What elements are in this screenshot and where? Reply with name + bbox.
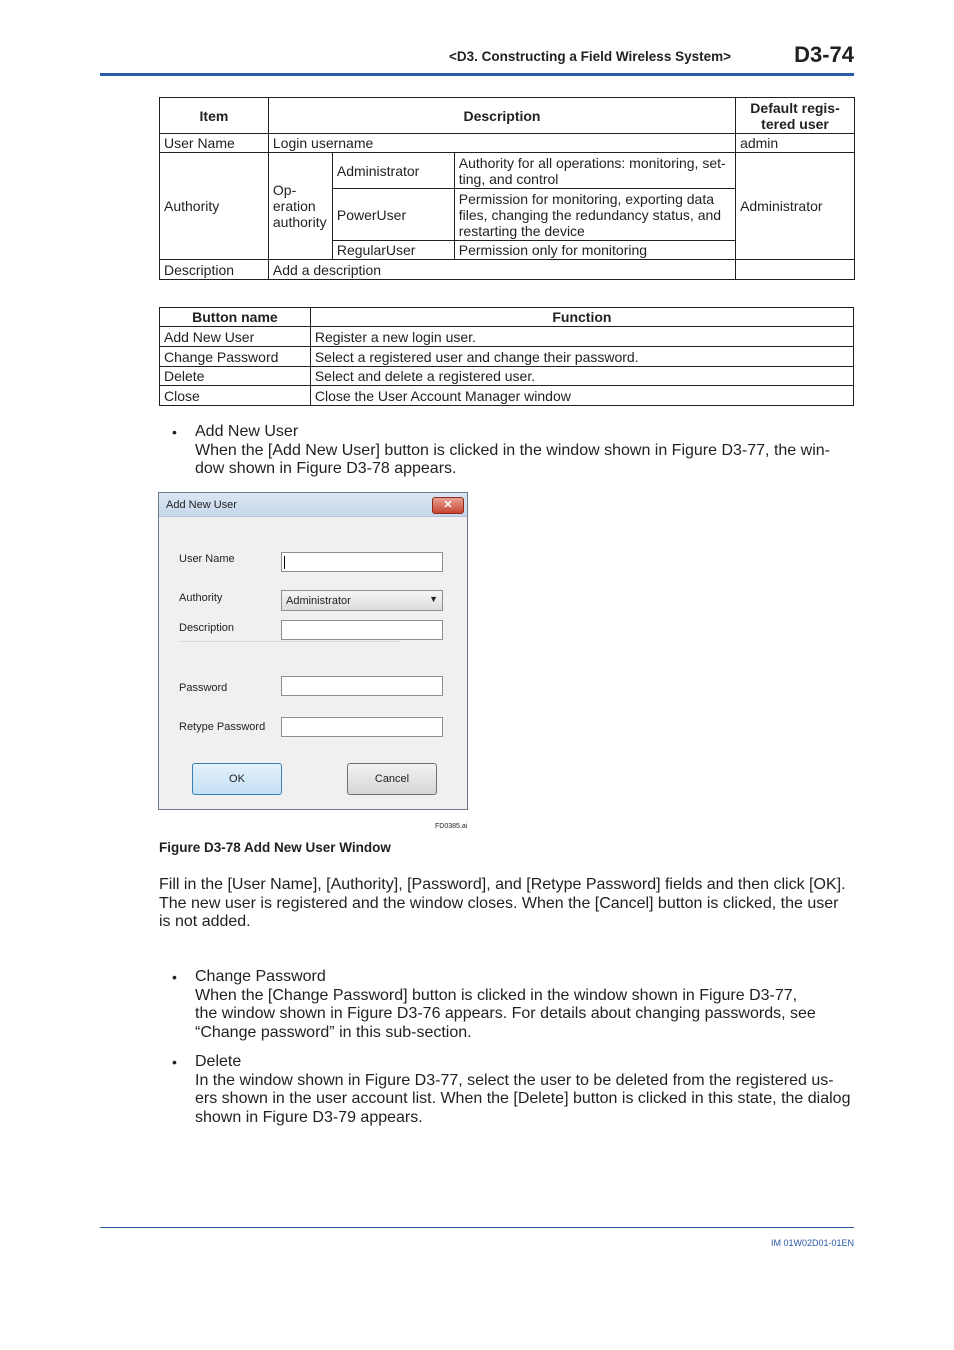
add-new-user-dialog [158, 492, 468, 810]
dialog-title-bar [159, 493, 467, 517]
cell-item: Authority [160, 153, 269, 260]
running-header: <D3. Constructing a Field Wireless System> [449, 49, 731, 64]
cell-role-description: Permission only for monitoring [454, 241, 735, 260]
col-header-item: Item [160, 98, 269, 134]
cell-role-description: Permission for monitoring, exporting data files, changing the redundancy status, and restarting the device [454, 189, 735, 241]
cell-button: Add New User [160, 327, 311, 347]
bullet-change-password [195, 968, 855, 1042]
cell-default: Administrator [736, 153, 855, 260]
page-number: D3-74 [794, 42, 854, 67]
cell-role: PowerUser [332, 189, 454, 241]
table-row [160, 347, 854, 367]
cell-role-description: Authority for all operations: monitoring, set- ting, and control [454, 153, 735, 189]
cell-function: Select and delete a registered user. [310, 367, 853, 386]
password-label: Password [179, 682, 228, 694]
bullet-dot: • [172, 1054, 177, 1070]
authority-label: Authority [179, 592, 223, 604]
cell-description: Login username [268, 134, 735, 153]
table-row [160, 386, 854, 406]
description-label: Description [179, 622, 235, 634]
figure-caption: Figure D3-78 Add New User Window [159, 840, 391, 855]
table-row [160, 367, 854, 386]
group-divider [179, 641, 399, 642]
col-header-function: Function [310, 308, 853, 327]
header-rule [100, 73, 854, 76]
dialog-title: Add New User [166, 499, 237, 511]
description-input[interactable] [281, 620, 443, 640]
cell-description: Add a description [268, 260, 735, 280]
bullet-text: When the [Add New User] button is clicked in the window shown in Figure D3-77, the win- dow shown in Figure D3-78 appears. [195, 441, 830, 477]
cell-button: Close [160, 386, 311, 406]
bullet-delete [195, 1053, 857, 1127]
cell-button: Change Password [160, 347, 311, 367]
bullet-add-new-user [195, 423, 855, 479]
cell-function: Close the User Account Manager window [310, 386, 853, 406]
ok-button[interactable]: OK [192, 763, 282, 795]
bullet-text: In the window shown in Figure D3-77, select the user to be deleted from the registered us- ers shown in the user account list. When the [Delete] button is clicked in this state, the dialog shown in Figure D3-79 appears. [195, 1071, 851, 1126]
close-icon[interactable]: ✕ [432, 497, 464, 514]
cell-default: admin [736, 134, 855, 153]
footer-rule [100, 1227, 854, 1228]
password-input[interactable] [281, 676, 443, 696]
bullet-title: Add New User [195, 423, 299, 440]
cell-item: User Name [160, 134, 269, 153]
user-name-input[interactable] [281, 552, 443, 572]
cell-function: Register a new login user. [310, 327, 853, 347]
bullet-dot: • [172, 424, 177, 440]
col-header-description: Description [268, 98, 735, 134]
document-code: IM 01W02D01-01EN [770, 1238, 854, 1248]
cell-button: Delete [160, 367, 311, 386]
cell-role: Administrator [332, 153, 454, 189]
cell-sub-item: Op- eration authority [268, 153, 332, 260]
user-name-label: User Name [179, 553, 235, 565]
table-row [160, 327, 854, 347]
bullet-title: Change Password [195, 968, 326, 985]
body-paragraph: Fill in the [User Name], [Authority], [Password], and [Retype Password] fields and then click [OK]. The new user is registered and the window closes. When the [Cancel] button is clicked, the user is not added. [159, 876, 846, 930]
text-caret [284, 556, 285, 569]
retype-password-input[interactable] [281, 717, 443, 737]
buttons-table [159, 307, 854, 406]
authority-select[interactable] [281, 590, 443, 611]
cell-item: Description [160, 260, 269, 280]
cell-role: RegularUser [332, 241, 454, 260]
col-header-button: Button name [160, 308, 311, 327]
cell-default [736, 260, 855, 280]
authority-selected-value: Administrator [286, 595, 351, 607]
col-header-default: Default regis- tered user [736, 98, 855, 134]
cell-function: Select a registered user and change their password. [310, 347, 853, 367]
bullet-title: Delete [195, 1053, 242, 1070]
retype-password-label: Retype Password [179, 721, 266, 733]
user-fields-table [159, 97, 855, 280]
figure-code: FD0385.ai [435, 823, 468, 830]
bullet-dot: • [172, 969, 177, 985]
bullet-text: When the [Change Password] button is clicked in the window shown in Figure D3-77, the window shown in Figure D3-76 appears. For details about changing passwords, see “Change password” in this sub-section. [195, 986, 816, 1041]
cancel-button[interactable]: Cancel [347, 763, 437, 795]
chevron-down-icon: ▼ [429, 594, 438, 604]
